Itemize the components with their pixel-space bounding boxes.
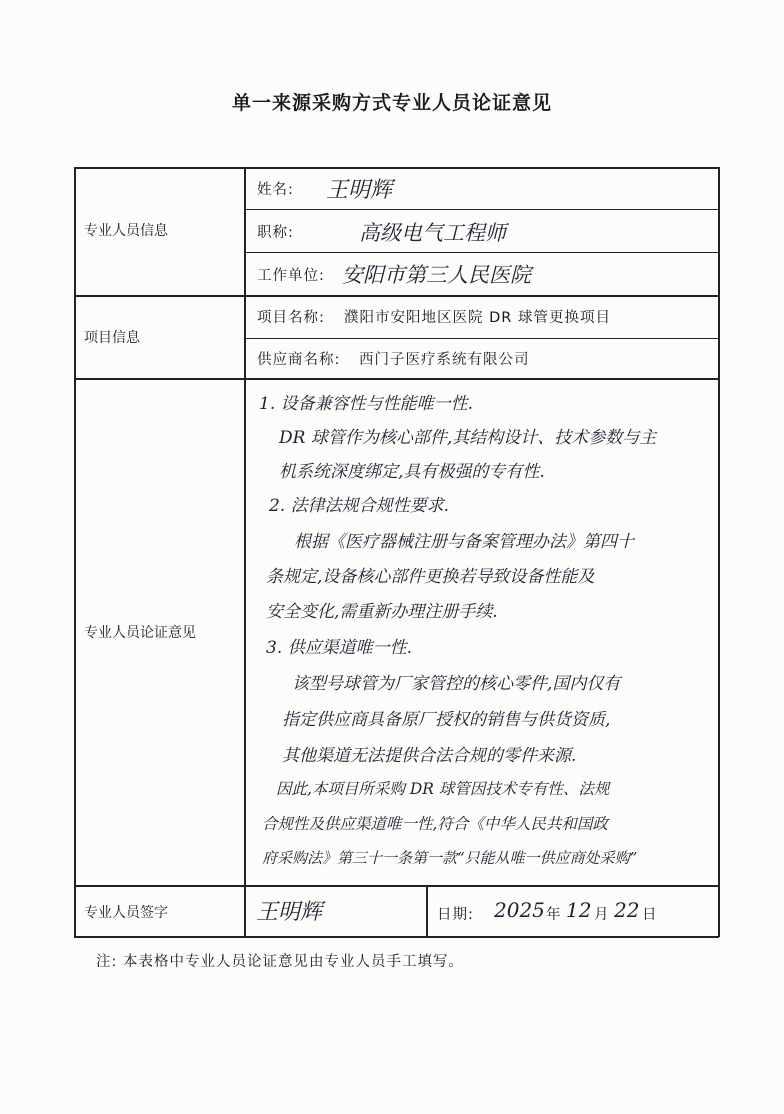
project-info-label: 项目信息 — [84, 330, 140, 346]
personnel-info-label: 专业人员信息 — [84, 223, 168, 239]
opinion-line: 其他渠道无法提供合法合规的零件来源. — [282, 746, 577, 766]
column-divider — [244, 167, 246, 937]
row-divider — [244, 338, 719, 339]
workplace-handwritten: 安阳市第三人民医院 — [342, 263, 531, 287]
table-border-right — [718, 167, 720, 937]
opinion-line: 3. 供应渠道唯一性. — [266, 638, 413, 658]
opinion-line: 机系统深度绑定,具有极强的专有性. — [279, 462, 545, 482]
table-border-top — [74, 167, 719, 169]
signature-handwritten: 王明辉 — [256, 900, 323, 925]
project-name-label: 项目名称: — [257, 310, 325, 326]
professional-title-label: 职称: — [257, 225, 294, 241]
date-month-handwritten: 12 — [566, 898, 592, 922]
supplier-value: 西门子医疗系统有限公司 — [359, 352, 530, 368]
opinion-line: DR 球管作为核心部件,其结构设计、技术参数与主 — [279, 428, 657, 448]
signature-label: 专业人员签字 — [84, 905, 168, 921]
section-divider — [74, 295, 719, 297]
date-year-suffix: 年 — [546, 907, 562, 923]
date-year-handwritten: 2025 — [494, 898, 545, 922]
opinion-line: 安全变化,需重新办理注册手续. — [266, 602, 498, 622]
section-divider — [74, 885, 719, 887]
page-title: 单一来源采购方式专业人员论证意见 — [231, 92, 552, 114]
footnote: 注: 本表格中专业人员论证意见由专业人员手工填写。 — [96, 954, 464, 970]
workplace-label: 工作单位: — [257, 268, 325, 284]
opinion-line: 指定供应商具备原厂授权的销售与供货资质, — [282, 710, 611, 730]
date-label: 日期: — [437, 907, 474, 923]
name-handwritten: 王明辉 — [326, 178, 393, 203]
name-label: 姓名: — [257, 182, 294, 198]
opinion-line: 府采购法》第三十一条第一款“只能从唯一供应商处采购” — [262, 849, 638, 867]
argument-form — [74, 167, 719, 937]
opinion-handwritten — [254, 379, 716, 879]
date-month-suffix: 月 — [594, 907, 610, 923]
table-border-bottom — [74, 936, 719, 938]
date-day-handwritten: 22 — [614, 898, 640, 922]
opinion-line: 条规定,设备核心部件更换若导致设备性能及 — [266, 567, 595, 587]
project-name-value: 濮阳市安阳地区医院 DR 球管更换项目 — [344, 310, 611, 326]
row-divider — [244, 252, 719, 253]
signature-date-divider — [426, 885, 428, 937]
opinion-line: 该型号球管为厂家管控的核心零件,国内仅有 — [292, 674, 621, 694]
table-border-left — [74, 167, 76, 937]
opinion-line: 合规性及供应渠道唯一性,符合《中华人民共和国政 — [262, 815, 608, 833]
opinion-label: 专业人员论证意见 — [84, 625, 196, 641]
opinion-line: 根据《医疗器械注册与备案管理办法》第四十 — [294, 532, 634, 552]
supplier-label: 供应商名称: — [257, 352, 341, 368]
professional-title-handwritten: 高级电气工程师 — [359, 221, 506, 245]
row-divider — [244, 209, 719, 210]
opinion-line: 2. 法律法规合规性要求. — [269, 496, 450, 516]
date-day-suffix: 日 — [642, 907, 658, 923]
opinion-line: 1. 设备兼容性与性能唯一性. — [259, 394, 474, 414]
opinion-line: 因此,本项目所采购 DR 球管因技术专有性、法规 — [276, 780, 610, 798]
